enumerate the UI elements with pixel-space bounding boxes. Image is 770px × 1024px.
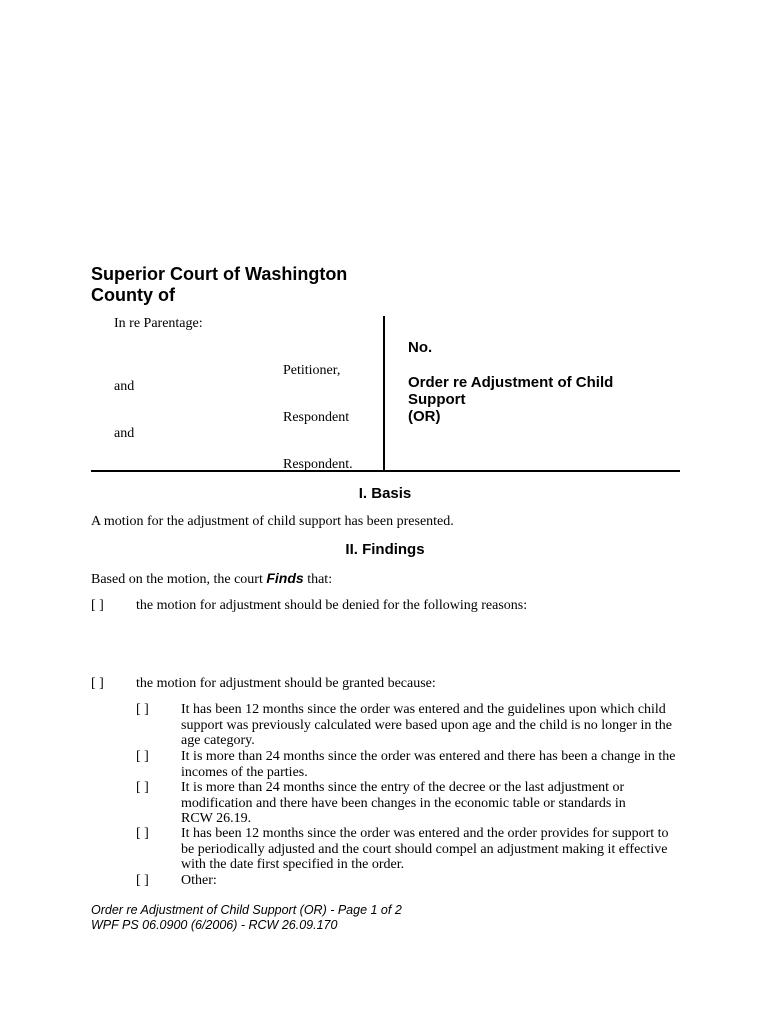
caption-divider-vertical <box>383 316 385 471</box>
reason-text-4: It has been 12 months since the order was entered and the order provides for support to be periodically adjusted and the court should compel an adjustment making it effective with the date first specified in the order. <box>181 826 669 872</box>
granted-text: the motion for adjustment should be granted because: <box>136 676 436 691</box>
reason-text-3: It is more than 24 months since the entry of the decree or the last adjustment or modification and there have been changes in the economic table or standards in RCW 26.19. <box>181 780 626 826</box>
footer-title: Order re Adjustment of Child Support (OR) - Page 1 of 2 <box>91 903 402 917</box>
document-title <box>408 374 613 425</box>
in-re-label: In re Parentage: <box>114 316 203 331</box>
reason-checkbox-2[interactable]: [ ] <box>136 749 149 764</box>
basis-text: A motion for the adjustment of child support has been presented. <box>91 514 454 529</box>
county-label: County of <box>91 285 175 305</box>
document-title-line2: Support <box>408 391 466 408</box>
and-label-1: and <box>114 379 135 394</box>
reason-text-5: Other: <box>181 873 217 888</box>
footer-form-code: WPF PS 06.0900 (6/2006) - RCW 26.09.170 <box>91 918 338 932</box>
findings-emphasis: Finds <box>266 570 304 586</box>
findings-intro-before: Based on the motion, the court <box>91 572 267 587</box>
reason-checkbox-5[interactable]: [ ] <box>136 873 149 888</box>
respondent-label-2: Respondent. <box>283 457 353 472</box>
court-name: Superior Court of Washington <box>91 264 348 284</box>
respondent-label-1: Respondent <box>283 410 350 425</box>
section-findings-heading: II. Findings <box>345 541 425 558</box>
reason-checkbox-4[interactable]: [ ] <box>136 826 149 841</box>
petitioner-label: Petitioner, <box>283 363 341 378</box>
reason-checkbox-1[interactable]: [ ] <box>136 702 149 717</box>
findings-intro-after: that: <box>303 572 333 587</box>
granted-checkbox[interactable]: [ ] <box>91 676 104 691</box>
section-basis-heading: I. Basis <box>358 485 412 502</box>
document-title-code: (OR) <box>408 408 441 425</box>
document-title-line1: Order re Adjustment of Child <box>408 374 614 391</box>
reason-checkbox-3[interactable]: [ ] <box>136 780 149 795</box>
findings-intro <box>91 570 332 588</box>
reason-text-2: It is more than 24 months since the order was entered and there has been a change in the incomes of the parties. <box>181 749 676 780</box>
denied-text: the motion for adjustment should be denied for the following reasons: <box>136 598 528 613</box>
caption-divider-horizontal <box>91 470 680 472</box>
court-heading <box>91 264 347 306</box>
denied-checkbox[interactable]: [ ] <box>91 598 104 613</box>
case-number-label: No. <box>408 339 433 356</box>
and-label-2: and <box>114 426 135 441</box>
page-footer <box>91 903 402 933</box>
reason-text-1: It has been 12 months since the order was entered and the guidelines upon which child support was previously calculated were based upon age and the child is no longer in the age category. <box>181 702 673 748</box>
